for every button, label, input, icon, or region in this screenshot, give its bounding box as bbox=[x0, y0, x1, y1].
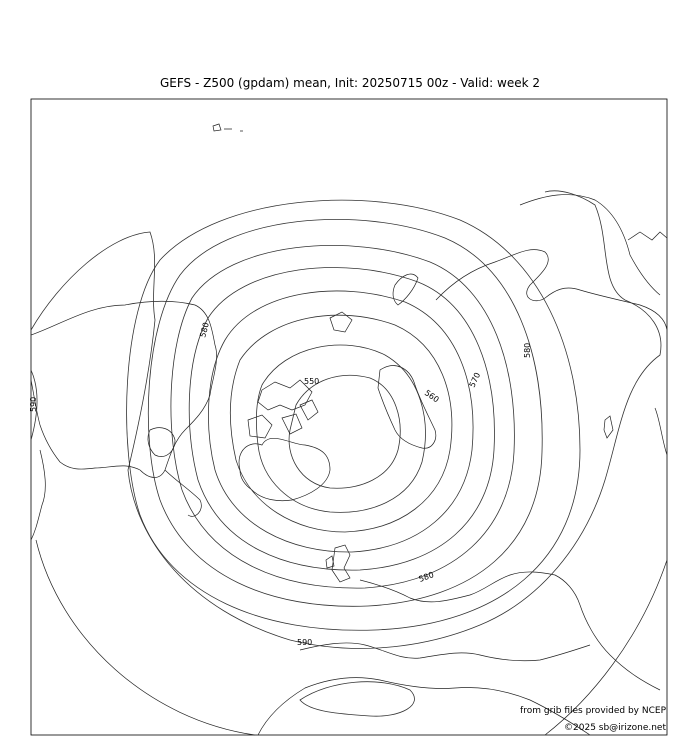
mediterranean bbox=[300, 643, 590, 661]
contour-575 bbox=[171, 245, 514, 588]
hudson-bay bbox=[148, 428, 175, 457]
contour-label-580-east: 580 bbox=[523, 342, 532, 358]
contour-label-580-south: 580 bbox=[417, 570, 436, 584]
caspian bbox=[604, 416, 613, 438]
coastlines bbox=[31, 124, 667, 735]
equator-boundary bbox=[36, 540, 255, 735]
novaya-zemlya bbox=[393, 274, 418, 305]
contour-label-570: 570 bbox=[467, 371, 483, 389]
contour-label-590-south: 590 bbox=[297, 638, 313, 647]
copyright-credit: ©2025 sb@irizone.net bbox=[564, 723, 666, 733]
contour-560 bbox=[230, 315, 451, 532]
north-america-coast bbox=[31, 301, 217, 477]
asia-east-edge bbox=[655, 408, 667, 455]
europe-coast bbox=[360, 572, 660, 690]
scandinavia-coast bbox=[378, 366, 436, 449]
contour-label-580-west: 580 bbox=[198, 321, 211, 339]
contour-label-560: 560 bbox=[422, 388, 441, 405]
asia-northeast bbox=[520, 195, 660, 295]
siberia-coast bbox=[436, 250, 667, 330]
contour-label-590-west: 590 bbox=[29, 396, 38, 412]
alaska-coast bbox=[31, 450, 45, 540]
z500-contours bbox=[31, 191, 661, 716]
data-source-credit: from grib files provided by NCEP bbox=[520, 706, 666, 716]
contour-550 bbox=[289, 375, 400, 488]
contour-570 bbox=[189, 268, 494, 571]
kamchatka bbox=[628, 232, 667, 240]
contour-label-550: 550 bbox=[304, 377, 320, 386]
contour-590-africa bbox=[300, 682, 414, 716]
british-isles bbox=[326, 545, 350, 582]
chart-title: GEFS - Z500 (gpdam) mean, Init: 20250715 00z - Valid: week 2 bbox=[159, 76, 541, 90]
canadian-islands bbox=[248, 400, 318, 438]
aleutians bbox=[213, 124, 243, 131]
contour-580 bbox=[148, 219, 542, 606]
contour-585 bbox=[127, 200, 580, 630]
